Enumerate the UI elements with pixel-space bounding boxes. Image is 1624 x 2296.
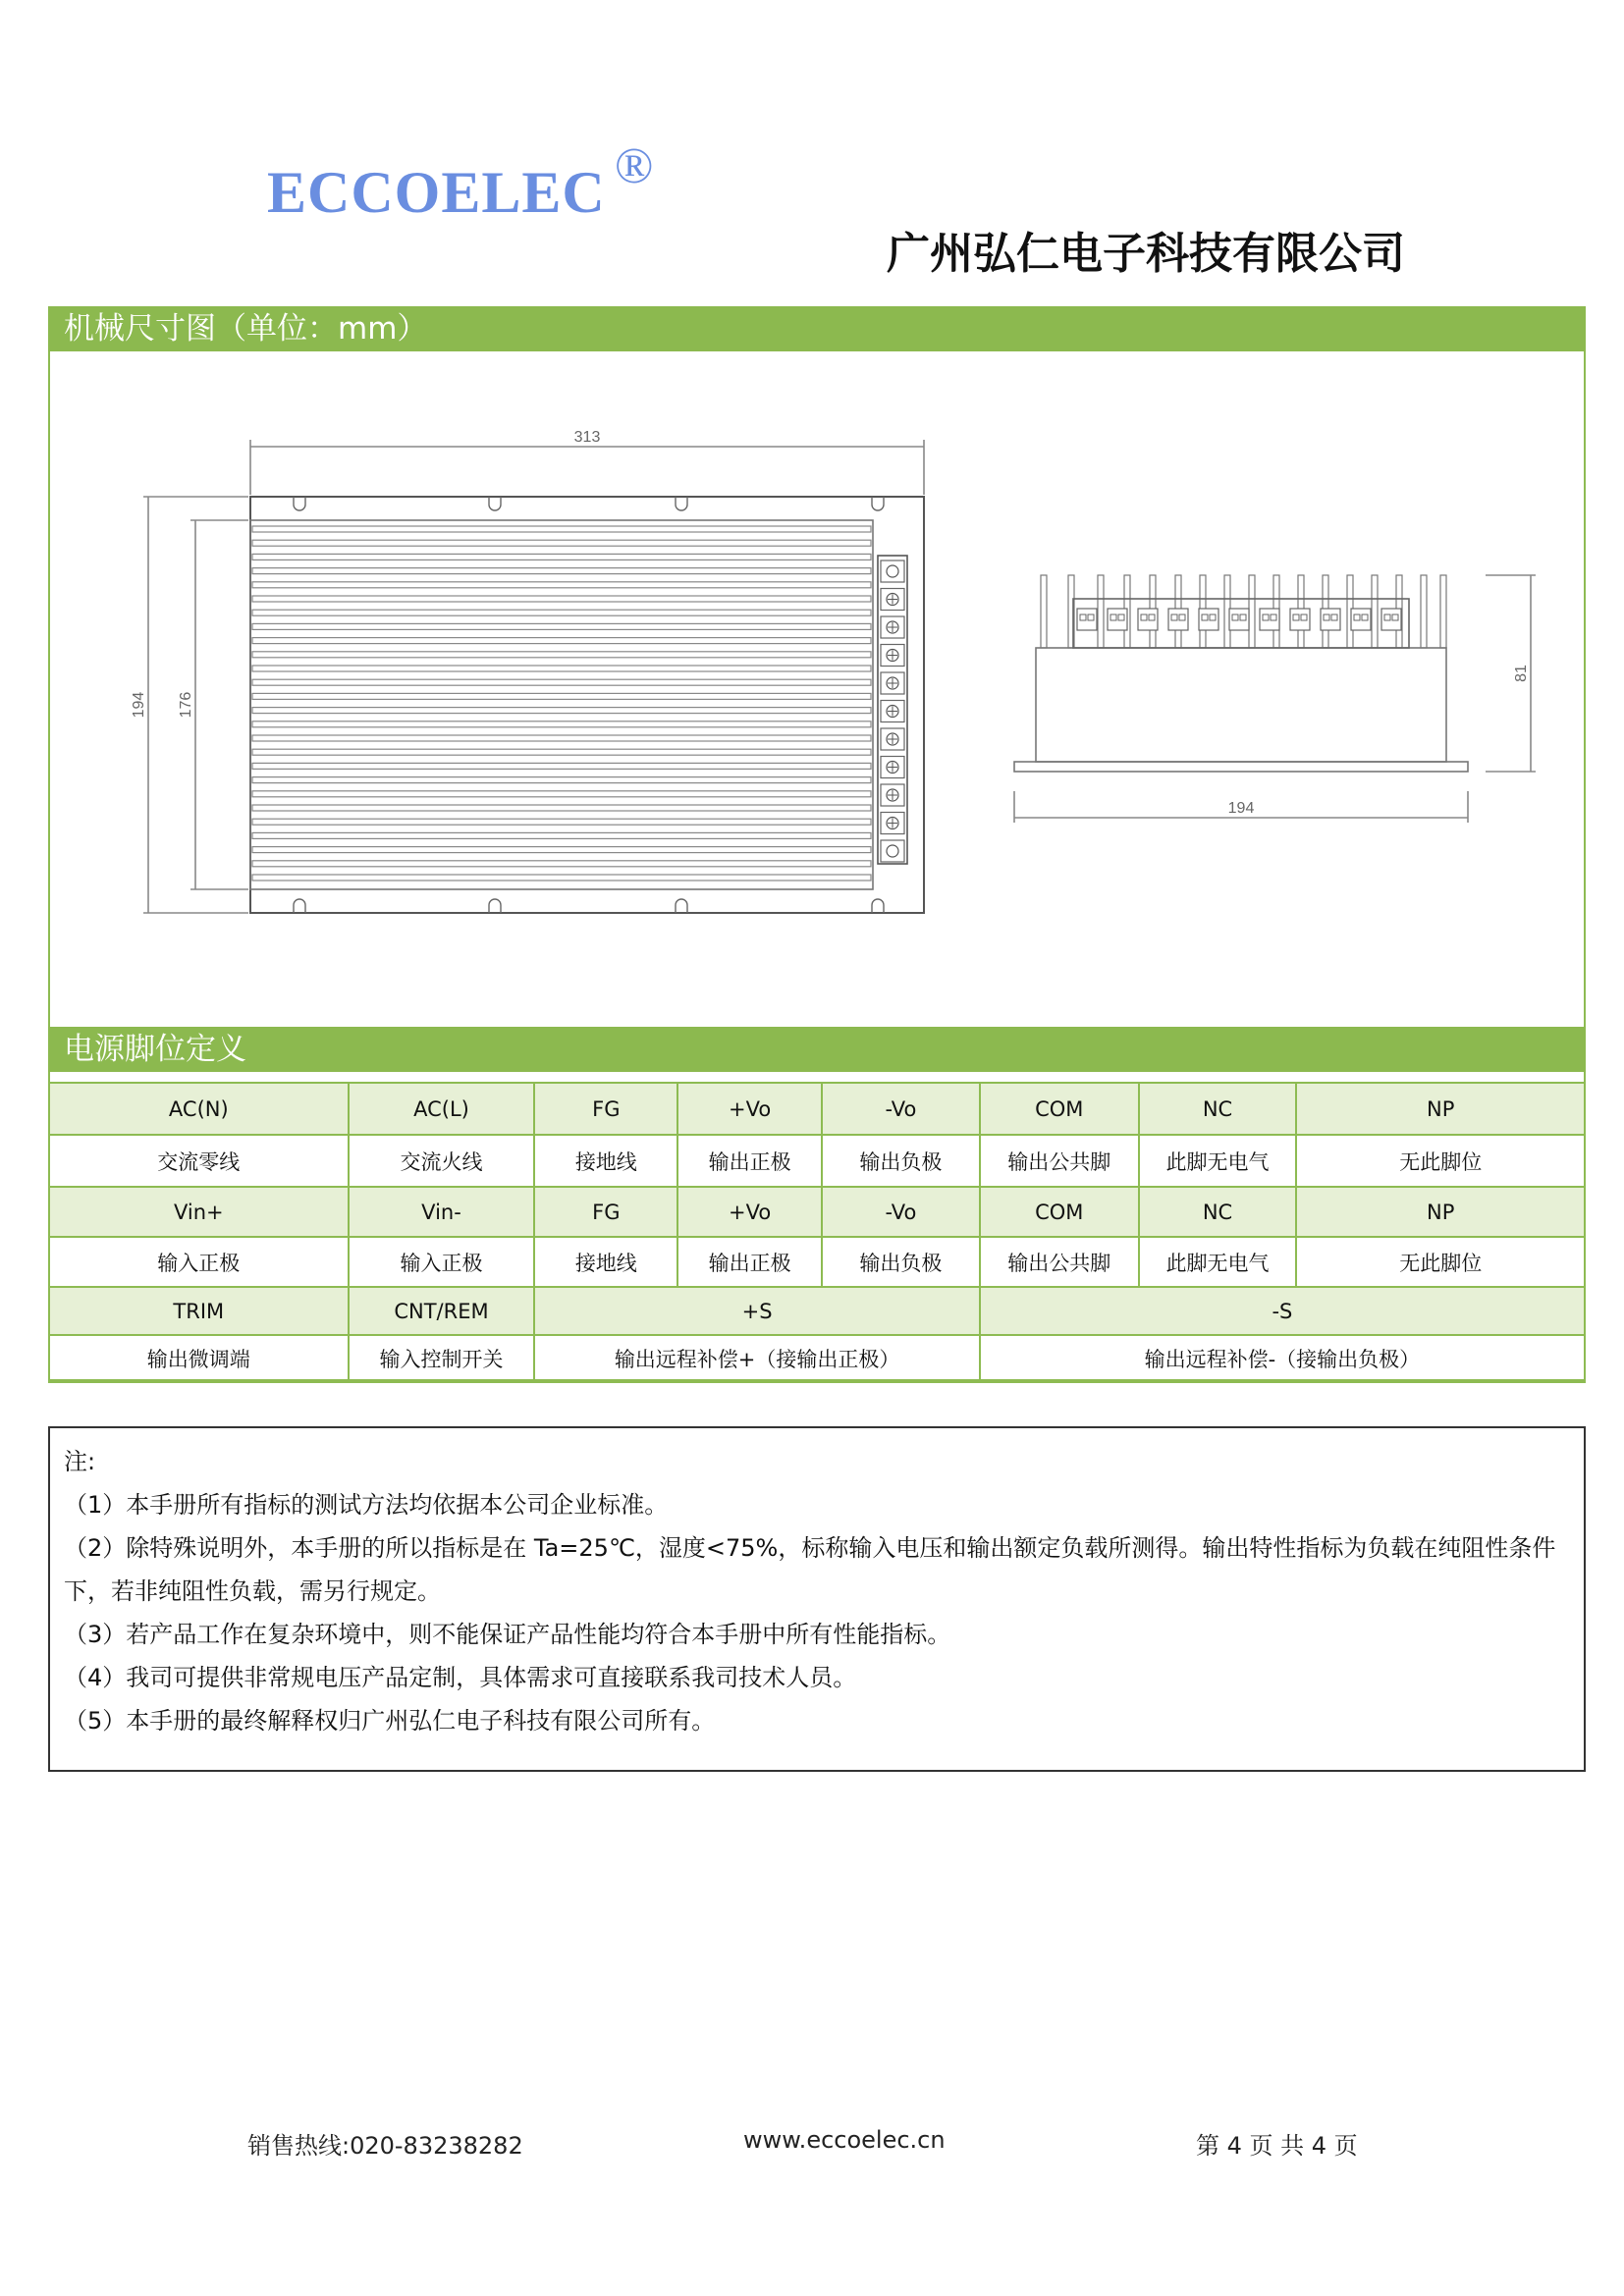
mechanical-drawing xyxy=(50,351,1584,1027)
website-link[interactable]: www.eccoelec.cn xyxy=(743,2126,946,2154)
table-cell: -S xyxy=(980,1287,1585,1335)
sales-hotline: 销售热线:020-83238282 xyxy=(247,2132,523,2160)
table-cell: Vin+ xyxy=(49,1187,349,1237)
table-cell: 此脚无电气 xyxy=(1139,1237,1297,1287)
notes-title: 注: xyxy=(64,1448,96,1475)
side-view-baseplate xyxy=(1014,762,1468,772)
table-row xyxy=(49,1237,1585,1287)
table-cell: 无此脚位 xyxy=(1296,1135,1585,1187)
table-cell: NP xyxy=(1296,1083,1585,1135)
table-row xyxy=(49,1335,1585,1382)
table-cell: 此脚无电气 xyxy=(1139,1135,1297,1187)
company-name: 广州弘仁电子科技有限公司 xyxy=(887,229,1405,279)
dim-194-label: 194 xyxy=(131,691,147,719)
note-item: （2）除特殊说明外，本手册的所以指标是在 Ta=25℃，湿度<75%，标称输入电压和输出额定负载所测得。输出特性指标为负载在纯阻性条件下，若非纯阻性负载，需另行规定。 xyxy=(64,1534,1556,1605)
table-cell: -Vo xyxy=(822,1083,980,1135)
table-row xyxy=(49,1135,1585,1187)
pin-definition-table xyxy=(48,1082,1586,1383)
dim-313-label: 313 xyxy=(573,429,601,446)
table-cell: 输出负极 xyxy=(822,1237,980,1287)
table-cell: +Vo xyxy=(677,1083,822,1135)
table-cell: +Vo xyxy=(677,1187,822,1237)
table-cell: Vin- xyxy=(349,1187,535,1237)
table-cell: 输出负极 xyxy=(822,1135,980,1187)
table-cell: COM xyxy=(980,1187,1139,1237)
table-cell: COM xyxy=(980,1083,1139,1135)
table-row xyxy=(49,1287,1585,1335)
table-cell: 输入正极 xyxy=(349,1237,535,1287)
table-cell: CNT/REM xyxy=(349,1287,535,1335)
table-cell: 输出远程补偿-（接输出负极） xyxy=(980,1335,1585,1382)
table-row xyxy=(49,1083,1585,1135)
table-cell: 接地线 xyxy=(534,1135,677,1187)
table-cell: 输入正极 xyxy=(49,1237,349,1287)
table-cell: 交流火线 xyxy=(349,1135,535,1187)
side-view-terminals xyxy=(1077,609,1401,630)
table-cell: FG xyxy=(534,1187,677,1237)
table-cell: FG xyxy=(534,1083,677,1135)
table-cell: 输出正极 xyxy=(677,1237,822,1287)
table-cell: AC(L) xyxy=(349,1083,535,1135)
terminal-block xyxy=(881,561,904,862)
table-cell: 无此脚位 xyxy=(1296,1237,1585,1287)
registered-mark: ® xyxy=(615,138,654,194)
mounting-notches xyxy=(294,497,884,913)
dim-side-194-label: 194 xyxy=(1227,800,1255,817)
note-item: （1）本手册所有指标的测试方法均依据本公司企业标准。 xyxy=(64,1491,669,1519)
table-cell: 交流零线 xyxy=(49,1135,349,1187)
note-item: （3）若产品工作在复杂环境中，则不能保证产品性能均符合本手册中所有性能指标。 xyxy=(64,1621,951,1648)
table-cell: 接地线 xyxy=(534,1237,677,1287)
table-cell: TRIM xyxy=(49,1287,349,1335)
note-item: （5）本手册的最终解释权归广州弘仁电子科技有限公司所有。 xyxy=(64,1707,716,1735)
brand-logo: ECCOELEC xyxy=(267,160,606,225)
table-cell: NC xyxy=(1139,1083,1297,1135)
heatsink-fins xyxy=(252,526,871,881)
table-cell: 输出正极 xyxy=(677,1135,822,1187)
notes-box xyxy=(48,1426,1586,1772)
note-item: （4）我司可提供非常规电压产品定制，具体需求可直接联系我司技术人员。 xyxy=(64,1664,857,1691)
table-cell: 输出微调端 xyxy=(49,1335,349,1382)
table-cell: 输出公共脚 xyxy=(980,1237,1139,1287)
side-view-drawing xyxy=(1014,575,1536,823)
table-cell: 输出公共脚 xyxy=(980,1135,1139,1187)
dim-81-label: 81 xyxy=(1513,665,1530,682)
page-number: 第 4 页 共 4 页 xyxy=(1196,2132,1358,2160)
front-view-outline xyxy=(250,497,924,913)
dim-176-label: 176 xyxy=(178,691,194,719)
table-cell: NP xyxy=(1296,1187,1585,1237)
front-view-drawing xyxy=(143,440,924,913)
table-cell: AC(N) xyxy=(49,1083,349,1135)
table-cell: +S xyxy=(534,1287,979,1335)
table-row xyxy=(49,1187,1585,1237)
pins-section-title: 电源脚位定义 xyxy=(48,1027,1586,1072)
table-cell: -Vo xyxy=(822,1187,980,1237)
table-cell: 输出远程补偿+（接输出正极） xyxy=(534,1335,979,1382)
table-cell: 输入控制开关 xyxy=(349,1335,535,1382)
table-cell: NC xyxy=(1139,1187,1297,1237)
dimensions-section-title: 机械尺寸图（单位：mm） xyxy=(48,306,1586,351)
